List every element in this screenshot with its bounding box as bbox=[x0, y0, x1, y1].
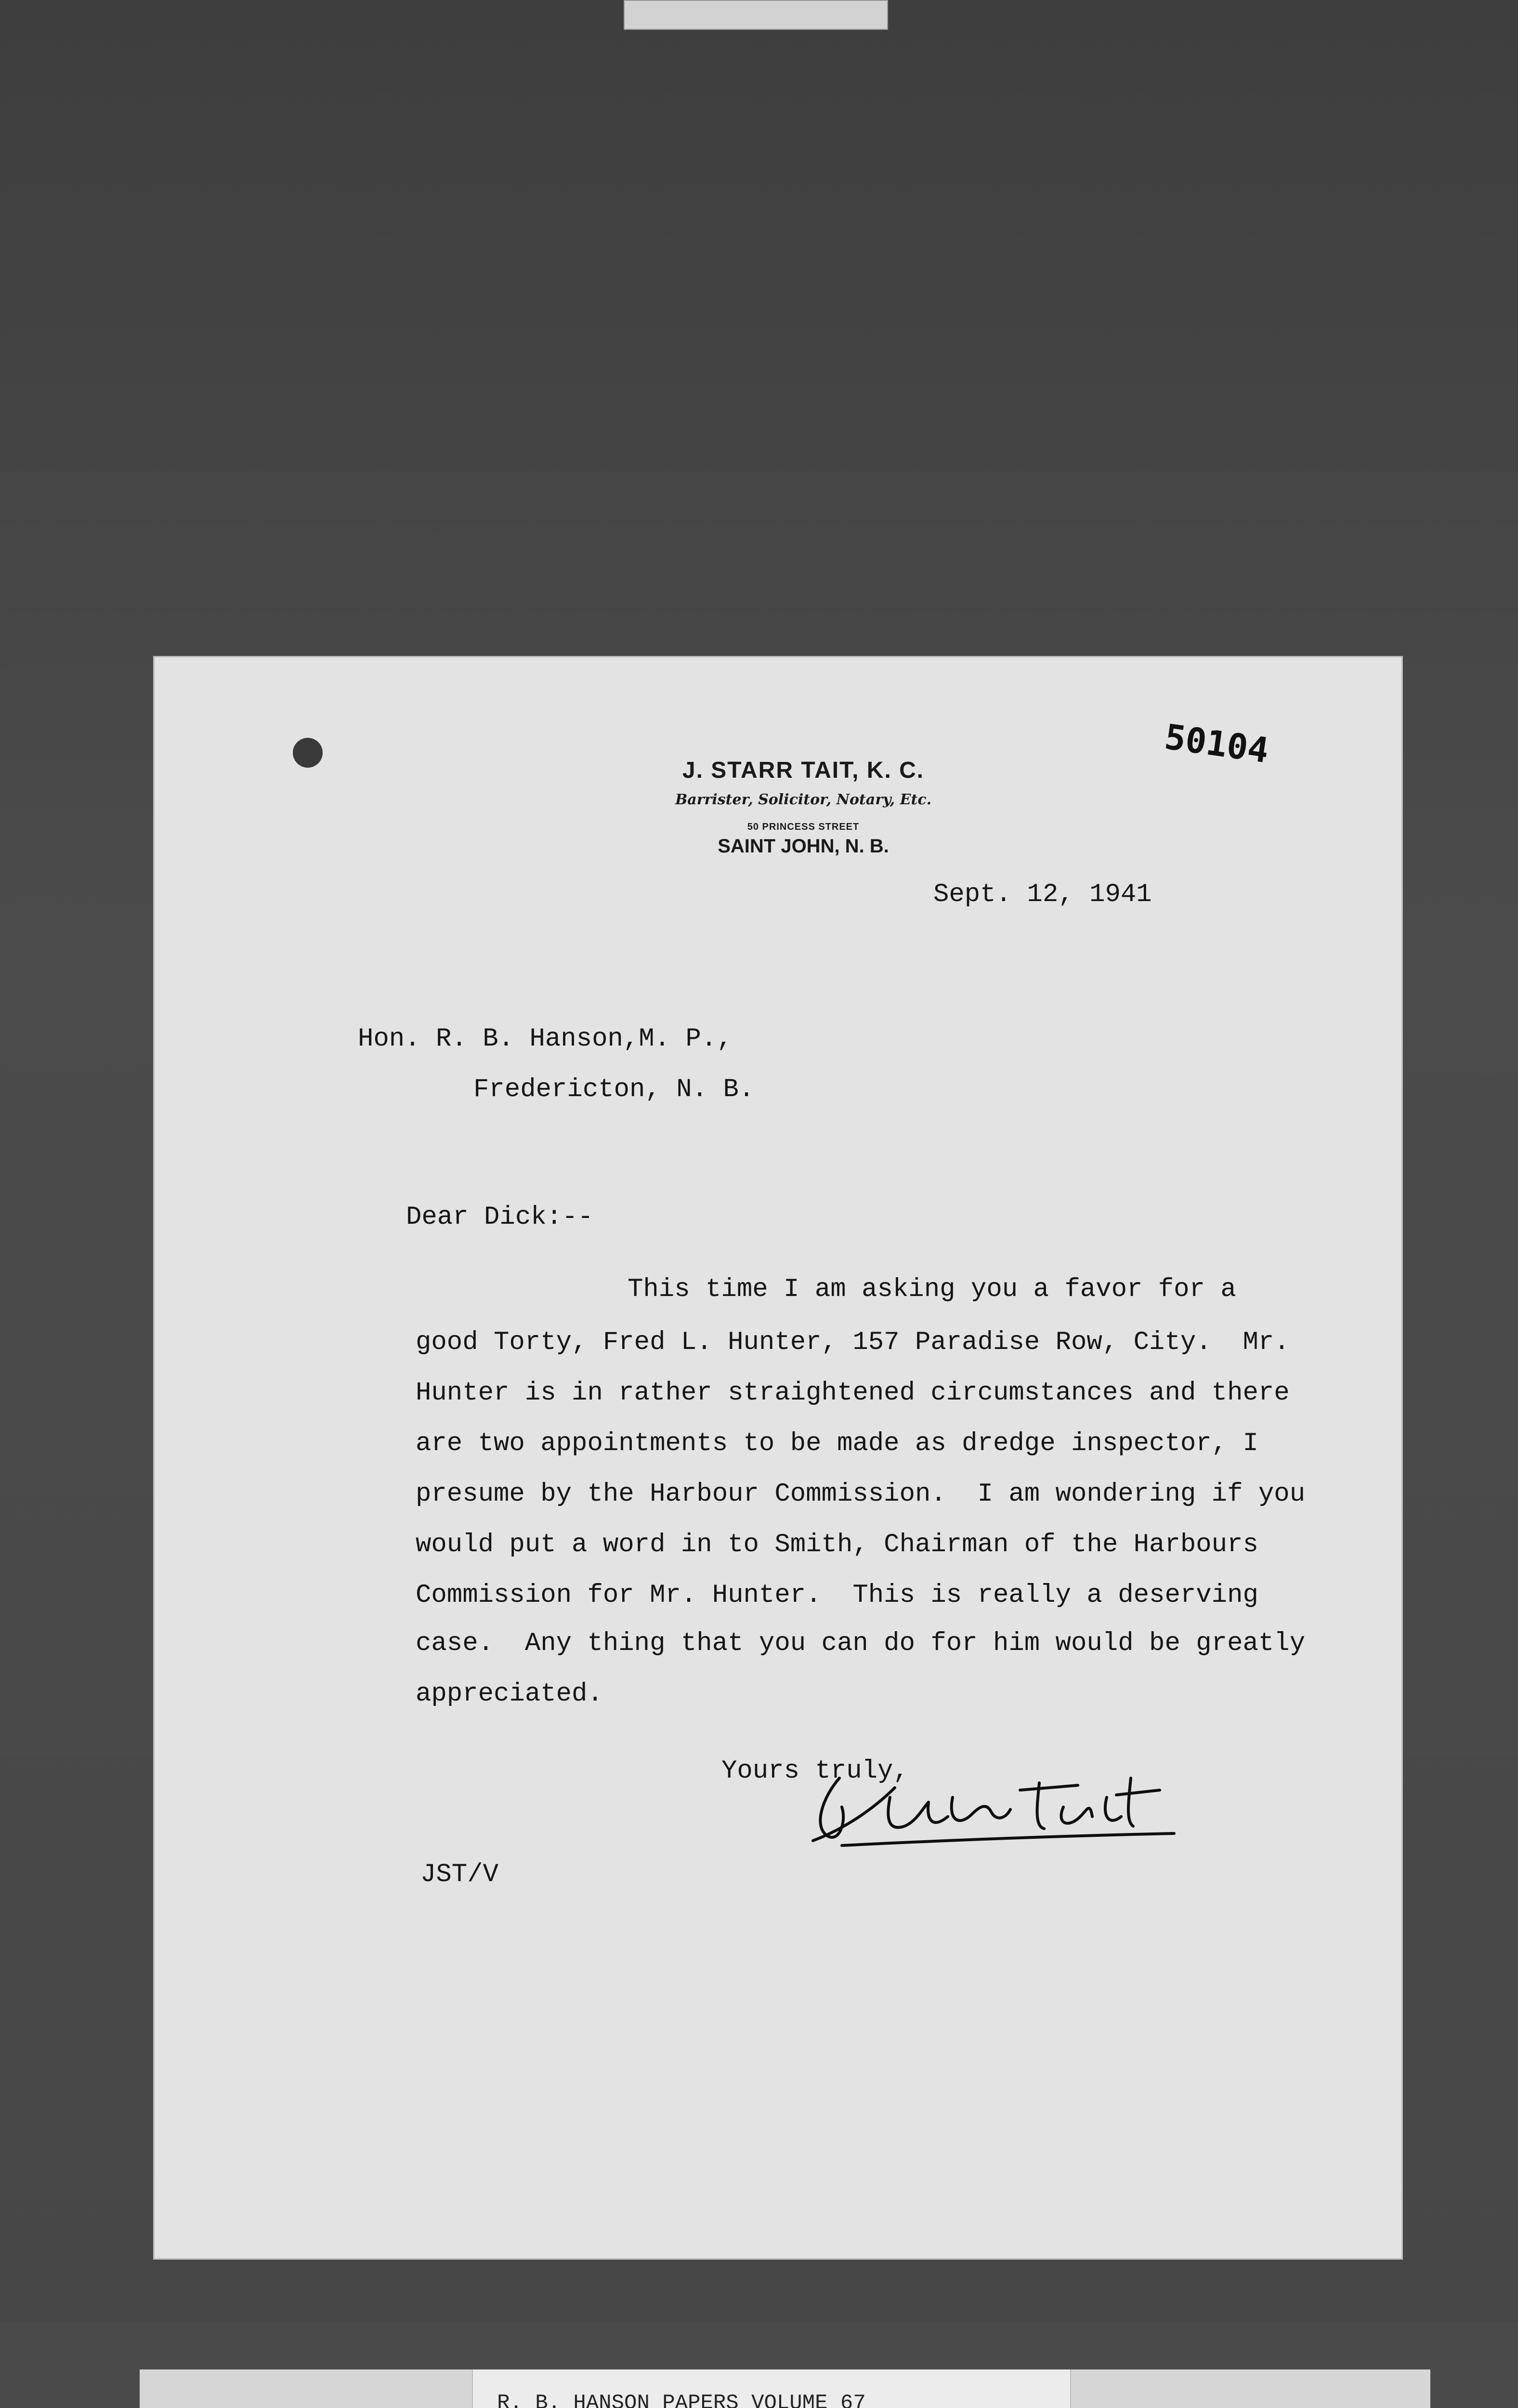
body-line: are two appointments to be made as dredge inspector, I bbox=[416, 1429, 1258, 1458]
body-line: would put a word in to Smith, Chairman of the Harbours bbox=[416, 1530, 1258, 1559]
letter-page bbox=[153, 656, 1403, 2260]
letterhead-title: Barrister, Solicitor, Notary, Etc. bbox=[675, 791, 932, 808]
archive-label-card bbox=[140, 2369, 1430, 2408]
letterhead-street: 50 PRINCESS STREET bbox=[747, 822, 860, 832]
volume-label-strip bbox=[472, 2369, 1071, 2408]
body-line: good Torty, Fred L. Hunter, 157 Paradise Row, City. Mr. bbox=[416, 1328, 1290, 1357]
recipient-line-2: Fredericton, N. B. bbox=[473, 1075, 755, 1104]
volume-label-text: R. B. HANSON PAPERS VOLUME 67 bbox=[497, 2391, 866, 2408]
top-mounting-tab bbox=[624, 0, 888, 30]
letterhead-name: J. STARR TAIT, K. C. bbox=[682, 758, 925, 783]
letter-date: Sept. 12, 1941 bbox=[933, 880, 1152, 909]
punch-hole bbox=[293, 738, 323, 768]
stamp-number: 50104 bbox=[1162, 716, 1271, 771]
body-line: case. Any thing that you can do for him would be greatly bbox=[416, 1629, 1306, 1658]
closing: Yours truly, bbox=[721, 1756, 909, 1786]
body-line: This time I am asking you a favor for a bbox=[628, 1275, 1236, 1304]
recipient-line-1: Hon. R. B. Hanson,M. P., bbox=[358, 1024, 733, 1054]
typist-initials: JST/V bbox=[420, 1860, 499, 1889]
salutation: Dear Dick:-- bbox=[406, 1203, 593, 1232]
body-line: presume by the Harbour Commission. I am wondering if you bbox=[416, 1479, 1306, 1509]
body-line: appreciated. bbox=[416, 1679, 603, 1709]
letterhead-city: SAINT JOHN, N. B. bbox=[718, 836, 889, 857]
body-line: Hunter is in rather straightened circumstances and there bbox=[416, 1378, 1290, 1408]
body-line: Commission for Mr. Hunter. This is really a deserving bbox=[416, 1581, 1258, 1610]
handwritten-signature bbox=[794, 1768, 1227, 1855]
letterhead bbox=[587, 757, 1020, 857]
